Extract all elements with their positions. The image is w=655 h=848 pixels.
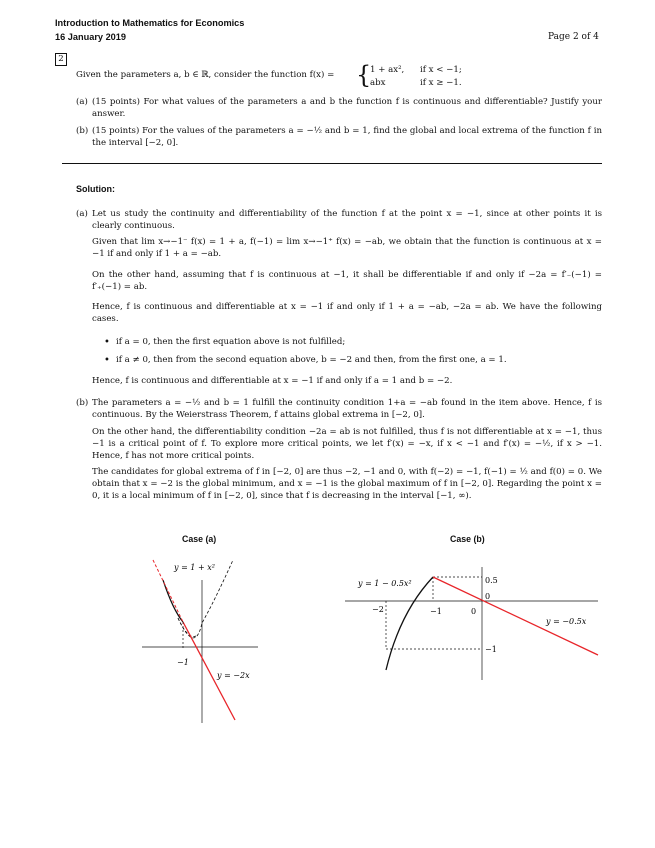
part-a-label: (a) xyxy=(76,97,88,107)
case-b-tick-neg1: −1 xyxy=(430,607,442,616)
sol-b-p2: On the other hand, the differentiability condition −2a = ab is not fulfilled, thus f is not differentiable at x = −1, thus −1 is a critical point of f. To explore more critical points, we let f′(x) = −x, if x < −1 and f′(x) = −½, if x > −1. Hence, f has not more critical points. xyxy=(92,427,602,461)
page-number: Page 2 of 4 xyxy=(548,32,599,42)
case1-cond: if x < −1; xyxy=(420,65,462,75)
question-intro: Given the parameters a, b ∈ ℝ, consider the function f(x) = xyxy=(76,70,335,80)
case-b-tick-zero-y: 0 xyxy=(485,592,491,601)
sol-a-p4: Hence, f is continuous and differentiable at x = −1 if and only if 1 + a = −ab, −2a = ab. We have the following cases. xyxy=(92,302,602,324)
case-b-tick-half: 0.5 xyxy=(485,576,498,585)
line-solid xyxy=(433,577,598,655)
case-b-curve-label: y = 1 − 0.5x² xyxy=(358,579,412,588)
case-b-line-label: y = −0.5x xyxy=(546,617,587,626)
case-item: • if a = 0, then the first equation above is not fulfilled; xyxy=(104,337,584,355)
case-b-tick-zero-x: 0 xyxy=(471,607,477,616)
case-a-line-label: y = −2x xyxy=(217,671,250,680)
case-a-tick: −1 xyxy=(177,658,189,667)
parabola-dashed-tail xyxy=(178,618,196,637)
case2-cond: if x ≥ −1. xyxy=(420,78,462,88)
part-b-text: (15 points) For the values of the parameters a = −½ and b = 1, find the global and local extrema of the function f in the interval [−2, 0]. xyxy=(92,126,602,148)
part-b-label: (b) xyxy=(76,126,89,136)
case1-expr: 1 + ax², xyxy=(370,65,405,75)
sol-a-p5: Hence, f is continuous and differentiable at x = −1 if and only if a = 1 and b = −2. xyxy=(92,376,453,386)
sol-a-p1: Let us study the continuity and differentiability of the function f at the point x = −1, since at other points it is clearly continuous. xyxy=(92,209,602,231)
question-number: 2 xyxy=(55,53,67,66)
case-b-graph xyxy=(340,562,602,682)
sol-b-p3: The candidates for global extrema of f in [−2, 0] are thus −2, −1 and 0, with f(−2) = −1, f(−1) = ½ and f(0) = 0. We obtain that x = −2 is the global minimum, and x = −1 is the global maximum of f in [−2, 0]. Regarding the point x = 0, it is a local minimum of f in [−2, 0], since that f is decreasing in the interval [−1, ∞). xyxy=(92,467,602,501)
exam-date: 16 January 2019 xyxy=(55,32,127,42)
sol-a-p3: On the other hand, assuming that f is continuous at −1, it shall be differentiable if and only if −2a = f′₋(−1) = f′₊(−1) = ab. xyxy=(92,270,602,292)
case-a-graph xyxy=(140,550,260,725)
case2-expr: abx xyxy=(370,78,386,88)
piecewise-brace: { xyxy=(356,61,372,89)
course-title: Introduction to Mathematics for Economics xyxy=(55,18,245,28)
case-a-curve-label: y = 1 + x² xyxy=(174,563,215,572)
sol-a-p2: Given that lim x→−1⁻ f(x) = 1 + a, f(−1) = lim x→−1⁺ f(x) = −ab, we obtain that the function is continuous at x = −1 if and only if 1 + a = −ab. xyxy=(92,237,602,259)
case-a-title: Case (a) xyxy=(182,534,217,544)
sol-b-label: (b) xyxy=(76,398,89,408)
case-b-tick-neg1-y: −1 xyxy=(485,645,497,654)
solution-heading: Solution: xyxy=(76,184,115,194)
case-b-title: Case (b) xyxy=(450,534,485,544)
parabola-solid xyxy=(386,577,433,670)
case-item: • if a ≠ 0, then from the second equation above, b = −2 and then, from the first one, a = 1. xyxy=(104,355,584,373)
part-a-text: (15 points) For what values of the parameters a and b the function f is continuous and differentiable? Justify your answer. xyxy=(92,97,602,119)
sol-a-label: (a) xyxy=(76,209,88,219)
sol-b-p1: The parameters a = −½ and b = 1 fulfill the continuity condition 1+a = −ab found in the item above. Hence, f is continuous. By the Weierstrass Theorem, f attains global extrema in [−2, 0]. xyxy=(92,398,602,420)
section-divider xyxy=(62,163,602,164)
case-b-tick-neg2: −2 xyxy=(372,605,384,614)
cases-list xyxy=(104,337,584,373)
